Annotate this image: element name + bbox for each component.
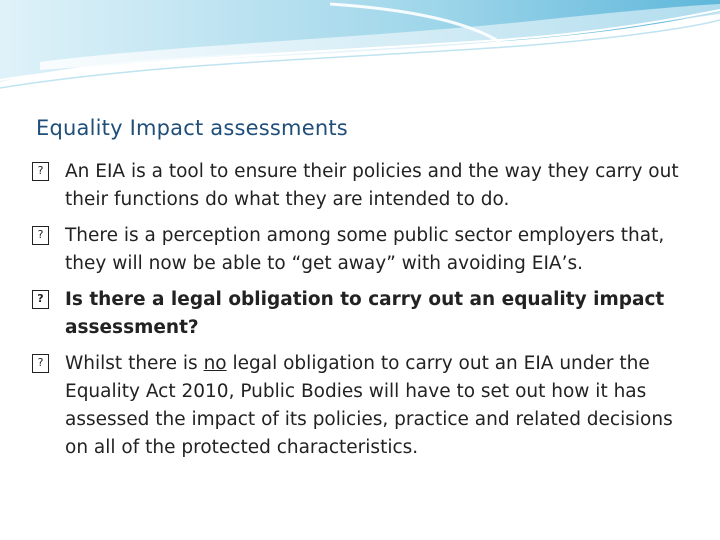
header-wave-decoration	[0, 0, 720, 100]
bullet-item-question	[30, 286, 690, 342]
slide-title: Equality Impact assessments	[36, 116, 348, 140]
bullet-text: There is a perception among some public sector employers that, they will now be able to “get away” with avoiding EIA’s.	[65, 225, 665, 274]
bullet-text-underlined: no	[203, 353, 227, 374]
bullet-text-before: Whilst there is	[65, 353, 204, 374]
bullet-list	[30, 158, 690, 470]
bullet-marker-icon: ?	[32, 290, 49, 309]
bullet-text: An EIA is a tool to ensure their policies and the way they carry out their functions do what they are intended to do.	[65, 161, 679, 210]
bullet-marker-icon: ?	[32, 354, 49, 373]
bullet-marker-icon: ?	[32, 226, 49, 245]
bullet-item	[30, 158, 690, 214]
bullet-marker-icon: ?	[32, 162, 49, 181]
bullet-text-after: legal obligation to carry out an EIA under the Equality Act 2010, Public Bodies will have to set out how it has assessed the impact of its policies, practice and related decisions on all of the protected characteristics.	[65, 353, 673, 458]
bullet-item	[30, 350, 690, 462]
bullet-text: Is there a legal obligation to carry out an equality impact assessment?	[65, 289, 665, 338]
bullet-item	[30, 222, 690, 278]
